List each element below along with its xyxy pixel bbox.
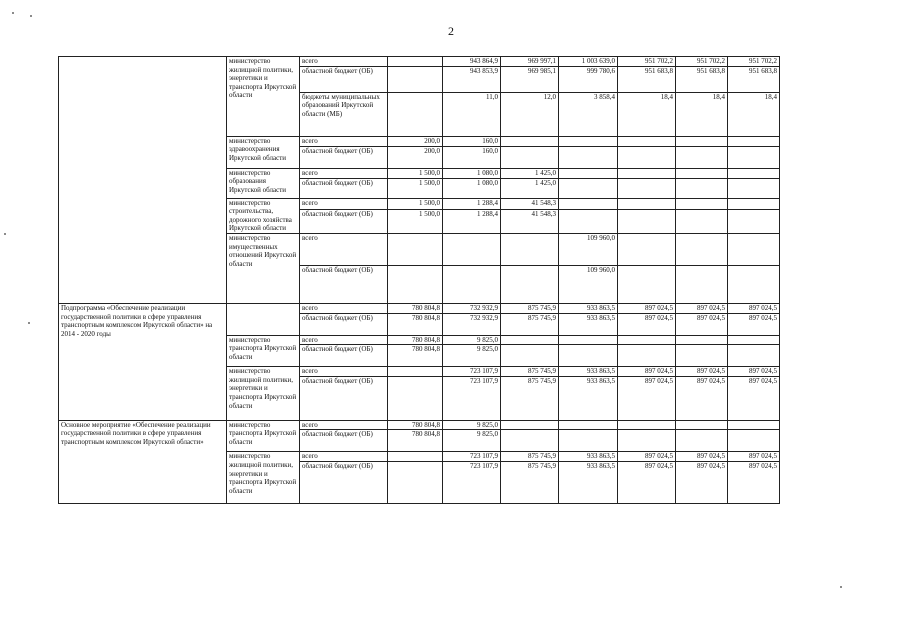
value-cell [559,420,618,430]
department-cell: министерство здравоохранения Иркутской области [227,136,300,168]
value-cell [501,420,559,430]
value-cell [676,335,728,345]
value-cell: 897 024,5 [728,376,780,420]
value-cell: 41 548,3 [501,198,559,209]
value-cell [443,265,501,303]
value-cell: 897 024,5 [728,313,780,335]
department-cell: министерство транспорта Иркутской области [227,335,300,367]
value-cell [559,209,618,233]
value-cell: 897 024,5 [618,313,676,335]
department-cell: министерство жилищной политики, энергетики и транспорта Иркутской области [227,367,300,421]
measure-title: Основное мероприятие «Обеспечение реализации государственной политики в сфере управления транспортным комплексом Иркутской области» [59,420,227,503]
value-cell: 897 024,5 [676,367,728,377]
source-cell: всего [300,452,388,462]
budget-table [58,56,780,504]
value-cell: 875 745,9 [501,313,559,335]
value-cell [388,367,443,377]
department-cell [227,303,300,335]
value-cell: 1 425,0 [501,178,559,198]
source-cell: бюджеты муниципальных образований Иркутской области (МБ) [300,92,388,136]
value-cell [501,345,559,367]
value-cell: 951 702,2 [618,57,676,67]
value-cell: 200,0 [388,136,443,146]
value-cell [728,335,780,345]
value-cell [501,265,559,303]
value-cell [388,265,443,303]
value-cell [559,146,618,168]
value-cell [559,335,618,345]
source-cell: областной бюджет (ОБ) [300,209,388,233]
value-cell: 1 500,0 [388,168,443,178]
department-cell: министерство транспорта Иркутской области [227,420,300,452]
value-cell: 943 853,9 [443,66,501,92]
value-cell: 933 863,5 [559,461,618,503]
value-cell: 9 825,0 [443,430,501,452]
value-cell [676,209,728,233]
value-cell [728,420,780,430]
value-cell: 875 745,9 [501,461,559,503]
value-cell [388,376,443,420]
table-row [59,57,780,67]
value-cell [676,178,728,198]
value-cell: 1 003 639,0 [559,57,618,67]
value-cell: 897 024,5 [728,461,780,503]
value-cell [388,57,443,67]
source-cell: областной бюджет (ОБ) [300,430,388,452]
scan-speck [30,15,32,17]
value-cell: 897 024,5 [676,303,728,313]
source-cell: областной бюджет (ОБ) [300,146,388,168]
value-cell [559,345,618,367]
value-cell [618,168,676,178]
scan-speck [12,12,14,14]
value-cell [618,198,676,209]
value-cell: 875 745,9 [501,376,559,420]
value-cell [728,178,780,198]
value-cell [559,430,618,452]
source-cell: областной бюджет (ОБ) [300,265,388,303]
value-cell: 780 804,8 [388,303,443,313]
scan-speck [840,586,842,588]
value-cell [388,66,443,92]
value-cell: 897 024,5 [618,303,676,313]
value-cell: 875 745,9 [501,367,559,377]
value-cell [501,146,559,168]
value-cell: 41 548,3 [501,209,559,233]
value-cell: 160,0 [443,146,501,168]
value-cell [618,335,676,345]
scan-speck [4,233,6,235]
value-cell [559,168,618,178]
value-cell [618,136,676,146]
value-cell: 1 080,0 [443,178,501,198]
value-cell: 18,4 [618,92,676,136]
value-cell: 109 960,0 [559,265,618,303]
value-cell [728,146,780,168]
value-cell: 1 425,0 [501,168,559,178]
value-cell [676,420,728,430]
value-cell [676,430,728,452]
value-cell: 933 863,5 [559,367,618,377]
value-cell: 897 024,5 [676,461,728,503]
department-cell: министерство имущественных отношений Иркутской области [227,233,300,303]
value-cell: 951 702,2 [728,57,780,67]
source-cell: всего [300,233,388,265]
value-cell: 969 997,1 [501,57,559,67]
program-cell [59,57,227,304]
value-cell: 933 863,5 [559,313,618,335]
value-cell [388,461,443,503]
value-cell [728,233,780,265]
value-cell: 897 024,5 [728,452,780,462]
value-cell: 1 500,0 [388,178,443,198]
source-cell: областной бюджет (ОБ) [300,178,388,198]
value-cell: 109 960,0 [559,233,618,265]
value-cell: 160,0 [443,136,501,146]
value-cell: 1 500,0 [388,209,443,233]
scan-speck [28,322,30,324]
value-cell [501,136,559,146]
source-cell: всего [300,367,388,377]
value-cell: 723 107,9 [443,452,501,462]
value-cell [559,198,618,209]
value-cell: 897 024,5 [618,367,676,377]
value-cell: 951 683,8 [618,66,676,92]
value-cell [728,345,780,367]
department-cell: министерство жилищной политики, энергетики и транспорта Иркутской области [227,452,300,504]
value-cell: 897 024,5 [676,452,728,462]
source-cell: всего [300,303,388,313]
value-cell: 951 702,2 [676,57,728,67]
value-cell [728,265,780,303]
value-cell: 1 288,4 [443,209,501,233]
source-cell: областной бюджет (ОБ) [300,313,388,335]
value-cell: 933 863,5 [559,303,618,313]
value-cell: 897 024,5 [618,452,676,462]
department-cell: министерство образования Иркутской области [227,168,300,198]
value-cell: 780 804,8 [388,420,443,430]
source-cell: всего [300,168,388,178]
value-cell [676,198,728,209]
value-cell: 780 804,8 [388,335,443,345]
value-cell [618,420,676,430]
table-row [59,303,780,313]
value-cell: 18,4 [676,92,728,136]
value-cell: 951 683,8 [728,66,780,92]
value-cell: 780 804,8 [388,313,443,335]
table-body [59,57,780,504]
source-cell: областной бюджет (ОБ) [300,376,388,420]
page-number: 2 [448,24,454,38]
value-cell [618,345,676,367]
value-cell: 897 024,5 [676,376,728,420]
value-cell [618,233,676,265]
value-cell: 9 825,0 [443,420,501,430]
value-cell [676,265,728,303]
value-cell [618,178,676,198]
source-cell: областной бюджет (ОБ) [300,66,388,92]
value-cell [676,136,728,146]
value-cell [443,233,501,265]
value-cell: 933 863,5 [559,452,618,462]
value-cell: 3 858,4 [559,92,618,136]
value-cell [728,136,780,146]
source-cell: областной бюджет (ОБ) [300,461,388,503]
value-cell: 732 932,9 [443,303,501,313]
value-cell: 897 024,5 [618,376,676,420]
value-cell: 12,0 [501,92,559,136]
source-cell: всего [300,198,388,209]
value-cell: 999 780,6 [559,66,618,92]
value-cell: 9 825,0 [443,345,501,367]
department-cell: министерство жилищной политики, энергетики и транспорта Иркутской области [227,57,300,137]
value-cell [676,345,728,367]
value-cell: 875 745,9 [501,452,559,462]
value-cell [728,430,780,452]
value-cell [618,265,676,303]
value-cell: 9 825,0 [443,335,501,345]
source-cell: всего [300,136,388,146]
department-cell: министерство строительства, дорожного хозяйства Иркутской области [227,198,300,233]
value-cell: 897 024,5 [676,313,728,335]
value-cell [728,168,780,178]
table-row [59,420,780,430]
value-cell [676,146,728,168]
value-cell [559,136,618,146]
value-cell: 951 683,8 [676,66,728,92]
value-cell: 897 024,5 [728,367,780,377]
source-cell: областной бюджет (ОБ) [300,345,388,367]
source-cell: всего [300,335,388,345]
value-cell: 780 804,8 [388,345,443,367]
value-cell: 897 024,5 [618,461,676,503]
source-cell: всего [300,57,388,67]
value-cell [388,92,443,136]
value-cell: 933 863,5 [559,376,618,420]
source-cell: всего [300,420,388,430]
value-cell: 200,0 [388,146,443,168]
value-cell [618,146,676,168]
value-cell: 723 107,9 [443,376,501,420]
value-cell [501,233,559,265]
value-cell [559,178,618,198]
value-cell [676,168,728,178]
value-cell: 11,0 [443,92,501,136]
value-cell: 723 107,9 [443,367,501,377]
value-cell: 897 024,5 [728,303,780,313]
value-cell: 780 804,8 [388,430,443,452]
value-cell [676,233,728,265]
value-cell: 1 080,0 [443,168,501,178]
value-cell [618,209,676,233]
value-cell: 18,4 [728,92,780,136]
value-cell: 969 985,1 [501,66,559,92]
value-cell [501,430,559,452]
subprogram-title: Подпрограмма «Обеспечение реализации государственной политики в сфере управления транспортным комплексом Иркутской области» на 2014 - 2020 годы [59,303,227,420]
value-cell: 875 745,9 [501,303,559,313]
value-cell [728,198,780,209]
value-cell [388,233,443,265]
value-cell: 732 932,9 [443,313,501,335]
value-cell [618,430,676,452]
value-cell [501,335,559,345]
value-cell: 1 288,4 [443,198,501,209]
value-cell: 1 500,0 [388,198,443,209]
value-cell [728,209,780,233]
value-cell: 723 107,9 [443,461,501,503]
value-cell: 943 864,9 [443,57,501,67]
value-cell [388,452,443,462]
